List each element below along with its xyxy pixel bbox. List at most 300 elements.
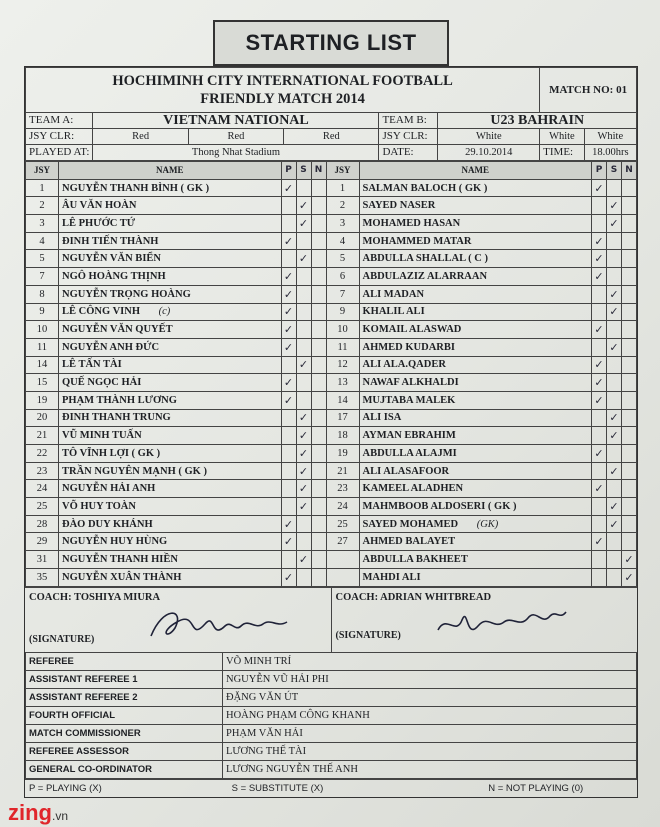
team-b-jsy: [326, 568, 359, 586]
team-b-jersey-label: JSY CLR:: [379, 129, 438, 145]
team-a-n-check: [311, 179, 326, 197]
team-a-jsy: 15: [26, 374, 59, 392]
team-a-s-check: ✓: [296, 215, 311, 233]
team-b-s-check: ✓: [607, 215, 622, 233]
team-b-name-header: NAME: [359, 162, 592, 180]
team-a-n-check: [311, 232, 326, 250]
team-b-player-name: [359, 462, 592, 480]
team-b-jsy-header: JSY: [326, 162, 359, 180]
team-a-player-name: [59, 356, 282, 374]
player-name-text: ABDULLA SHALLAL ( C ): [362, 253, 488, 265]
team-b-s-check: ✓: [607, 515, 622, 533]
team-b-s-check: [607, 374, 622, 392]
team-a-n-check: [311, 462, 326, 480]
event-title-line1: HOCHIMINH CITY INTERNATIONAL FOOTBALL: [112, 73, 453, 89]
player-name-text: SAYED NASER: [362, 200, 436, 212]
team-a-coach-line: [29, 592, 160, 603]
team-b-jsy: 9: [326, 303, 359, 321]
team-b-jsy: 3: [326, 215, 359, 233]
team-b-s-check: ✓: [607, 462, 622, 480]
team-a-s-check: [296, 179, 311, 197]
officials-table: [25, 652, 637, 779]
played-at-label: PLAYED AT:: [26, 145, 93, 161]
team-a-jsy: 35: [26, 568, 59, 586]
team-b-player-name: [359, 197, 592, 215]
team-b-player-name: [359, 250, 592, 268]
table-row: [26, 215, 637, 233]
team-b-n-check: [622, 515, 637, 533]
team-a-jsy: 25: [26, 498, 59, 516]
team-a-player-name: [59, 462, 282, 480]
played-at-value: Thong Nhat Stadium: [93, 145, 379, 161]
team-b-player-name: [359, 303, 592, 321]
team-b-player-name: [359, 391, 592, 409]
table-row: [26, 533, 637, 551]
team-a-p-check: ✓: [281, 374, 296, 392]
team-a-color-2: Red: [188, 129, 283, 145]
team-b-name: U23 BAHRAIN: [438, 113, 637, 129]
team-a-s-check: [296, 303, 311, 321]
team-b-jsy: [326, 551, 359, 569]
team-a-s-check: ✓: [296, 480, 311, 498]
team-a-player-name: [59, 268, 282, 286]
team-b-n-check: [622, 374, 637, 392]
player-note: (GK): [474, 518, 499, 530]
official-role: GENERAL CO-ORDINATOR: [26, 760, 223, 778]
table-row: [26, 232, 637, 250]
team-b-n-check: [622, 445, 637, 463]
team-a-jsy: 22: [26, 445, 59, 463]
player-name-text: ĐÀO DUY KHÁNH: [62, 518, 153, 530]
starting-list-sheet: [24, 66, 638, 798]
team-b-color-1: White: [438, 129, 540, 145]
team-b-player-name: [359, 179, 592, 197]
team-b-n-check: [622, 338, 637, 356]
team-a-p-check: [281, 462, 296, 480]
team-a-s-check: ✓: [296, 409, 311, 427]
team-a-jersey-label: JSY CLR:: [26, 129, 93, 145]
team-b-player-name: [359, 338, 592, 356]
team-a-s-check: ✓: [296, 462, 311, 480]
team-a-p-check: ✓: [281, 515, 296, 533]
team-a-p-check: [281, 250, 296, 268]
team-b-n-check: [622, 197, 637, 215]
team-b-player-name: [359, 498, 592, 516]
team-b-n-check: [622, 250, 637, 268]
team-b-s-check: [607, 551, 622, 569]
player-name-text: ĐINH TIẾN THÀNH: [62, 235, 159, 247]
team-a-p-check: ✓: [281, 179, 296, 197]
team-a-n-check: [311, 480, 326, 498]
team-a-jsy: 8: [26, 285, 59, 303]
team-a-n-check: [311, 303, 326, 321]
team-a-n-check: [311, 498, 326, 516]
player-name-text: TRẦN NGUYÊN MẠNH ( GK ): [62, 465, 207, 477]
team-b-p-check: ✓: [592, 374, 607, 392]
team-a-n-check: [311, 285, 326, 303]
team-a-n-check: [311, 374, 326, 392]
table-row: [26, 197, 637, 215]
team-b-n-check: [622, 215, 637, 233]
team-b-jsy: 12: [326, 356, 359, 374]
time-value: 18.00hrs: [584, 145, 636, 161]
team-b-s-check: ✓: [607, 197, 622, 215]
team-b-p-check: [592, 215, 607, 233]
team-a-jsy: 11: [26, 338, 59, 356]
player-name-text: NGUYỄN XUÂN THÀNH: [62, 571, 182, 583]
team-b-player-name: [359, 427, 592, 445]
zing-logo-brand: zing: [8, 800, 52, 825]
table-row: [26, 445, 637, 463]
team-a-color-1: Red: [93, 129, 188, 145]
team-a-jsy: 20: [26, 409, 59, 427]
team-a-n-check: [311, 215, 326, 233]
team-b-jsy: 23: [326, 480, 359, 498]
team-a-player-name: [59, 321, 282, 339]
team-a-n-check: [311, 568, 326, 586]
team-b-p-check: ✓: [592, 232, 607, 250]
match-header-table: [25, 67, 637, 161]
team-a-jsy: 14: [26, 356, 59, 374]
team-a-n-check: [311, 551, 326, 569]
player-name-text: VÕ HUY TOÀN: [62, 500, 136, 512]
team-a-s-check: [296, 321, 311, 339]
event-title-line2: FRIENDLY MATCH 2014: [200, 91, 365, 107]
official-role: FOURTH OFFICIAL: [26, 706, 223, 724]
team-b-s-check: [607, 391, 622, 409]
player-name-text: MUJTABA MALEK: [362, 394, 456, 406]
team-a-n-check: [311, 250, 326, 268]
team-a-s-check: [296, 533, 311, 551]
team-b-player-name: [359, 321, 592, 339]
team-a-s-check: [296, 568, 311, 586]
team-b-n-check: ✓: [622, 568, 637, 586]
team-a-player-name: [59, 427, 282, 445]
team-b-n-check: [622, 356, 637, 374]
player-name-text: NGUYỄN TRỌNG HOÀNG: [62, 288, 191, 300]
team-b-p-check: [592, 338, 607, 356]
team-b-n-check: [622, 179, 637, 197]
team-b-p-check: [592, 197, 607, 215]
team-a-player-name: [59, 391, 282, 409]
team-a-p-check: [281, 551, 296, 569]
team-a-n-check: [311, 533, 326, 551]
team-b-p-check: [592, 498, 607, 516]
team-a-jsy: 9: [26, 303, 59, 321]
table-row: [26, 551, 637, 569]
player-name-text: ABDULLA BAKHEET: [362, 553, 468, 565]
team-a-n-check: [311, 409, 326, 427]
team-b-jsy: 18: [326, 427, 359, 445]
player-name-text: ALI ALASAFOOR: [362, 465, 450, 477]
table-row: [26, 374, 637, 392]
team-b-s-check: [607, 533, 622, 551]
team-b-s-check: [607, 321, 622, 339]
team-a-color-3: Red: [284, 129, 379, 145]
player-rows: [26, 179, 637, 586]
team-b-p-check: ✓: [592, 480, 607, 498]
team-a-player-name: [59, 498, 282, 516]
team-a-n-check: [311, 356, 326, 374]
team-b-s-check: ✓: [607, 498, 622, 516]
team-a-player-name: [59, 303, 282, 321]
team-b-p-check: [592, 551, 607, 569]
table-row: [26, 179, 637, 197]
team-a-name: VIETNAM NATIONAL: [93, 113, 379, 129]
team-a-p-check: ✓: [281, 321, 296, 339]
team-b-player-name: [359, 445, 592, 463]
official-role: REFEREE: [26, 652, 223, 670]
player-name-text: ĐINH THANH TRUNG: [62, 412, 171, 424]
team-a-p-check: ✓: [281, 391, 296, 409]
team-b-player-name: [359, 215, 592, 233]
team-a-n-check: [311, 515, 326, 533]
team-b-jsy: 19: [326, 445, 359, 463]
team-b-s-check: [607, 356, 622, 374]
team-a-player-name: [59, 409, 282, 427]
team-a-s-check: ✓: [296, 197, 311, 215]
team-b-s-check: [607, 480, 622, 498]
team-a-player-name: [59, 551, 282, 569]
team-a-coach-box: [25, 588, 332, 652]
player-name-text: NGUYỄN HẢI ANH: [62, 483, 156, 495]
coach-section: [25, 587, 637, 652]
match-number: MATCH NO: 01: [540, 68, 637, 113]
team-b-player-name: [359, 480, 592, 498]
team-a-p-check: ✓: [281, 232, 296, 250]
official-role: ASSISTANT REFEREE 1: [26, 670, 223, 688]
team-b-jsy: 27: [326, 533, 359, 551]
official-row: [26, 706, 637, 724]
team-a-jsy: 31: [26, 551, 59, 569]
player-name-text: AHMED BALAYET: [362, 536, 456, 548]
team-a-player-name: [59, 285, 282, 303]
team-b-p-check: ✓: [592, 533, 607, 551]
team-a-p-check: [281, 215, 296, 233]
team-a-player-name: [59, 215, 282, 233]
team-b-p-check: ✓: [592, 391, 607, 409]
player-name-text: NAWAF ALKHALDI: [362, 377, 459, 389]
team-b-label: TEAM B:: [379, 113, 438, 129]
team-a-p-check: [281, 197, 296, 215]
player-name-text: NGUYỄN THANH HIỀN: [62, 553, 178, 565]
table-row: [26, 568, 637, 586]
team-b-jsy: 7: [326, 285, 359, 303]
official-name: LƯƠNG THẾ TÀI: [223, 742, 637, 760]
team-b-p-check: [592, 462, 607, 480]
official-name: ĐẶNG VĂN ÚT: [223, 688, 637, 706]
team-a-p-check: ✓: [281, 268, 296, 286]
team-a-p-check: [281, 480, 296, 498]
official-role: MATCH COMMISSIONER: [26, 724, 223, 742]
table-row: [26, 515, 637, 533]
team-a-p-check: [281, 498, 296, 516]
team-b-coach-label: COACH:: [335, 591, 379, 603]
team-b-s-check: [607, 179, 622, 197]
team-a-p-check: ✓: [281, 533, 296, 551]
team-b-p-check: ✓: [592, 250, 607, 268]
team-b-signature-scribble: [432, 600, 572, 644]
team-a-jsy: 7: [26, 268, 59, 286]
team-b-jsy: 13: [326, 374, 359, 392]
team-a-player-name: [59, 250, 282, 268]
official-role: REFEREE ASSESSOR: [26, 742, 223, 760]
team-b-color-2: White: [540, 129, 584, 145]
team-b-n-check: [622, 285, 637, 303]
team-a-s-check: ✓: [296, 551, 311, 569]
table-row: [26, 250, 637, 268]
official-name: PHẠM VĂN HẢI: [223, 724, 637, 742]
team-b-n-check: [622, 480, 637, 498]
team-b-n-check: [622, 427, 637, 445]
player-name-text: AHMED KUDARBI: [362, 341, 455, 353]
team-a-jsy: 19: [26, 391, 59, 409]
official-row: [26, 688, 637, 706]
team-b-s-check: [607, 568, 622, 586]
team-b-n-check: [622, 409, 637, 427]
player-name-text: NGUYỄN VĂN QUYẾT: [62, 324, 173, 336]
team-b-s-check: ✓: [607, 409, 622, 427]
zing-logo-suffix: .vn: [52, 809, 69, 823]
player-name-text: LÊ TẤN TÀI: [62, 359, 122, 371]
player-name-text: TÔ VĨNH LỢI ( GK ): [62, 447, 161, 459]
team-a-s-check: [296, 285, 311, 303]
team-a-s-check: [296, 268, 311, 286]
team-a-s-check: [296, 515, 311, 533]
team-a-n-check: [311, 197, 326, 215]
legend-not-playing: N = NOT PLAYING (0): [488, 782, 584, 794]
official-row: [26, 670, 637, 688]
official-row: [26, 760, 637, 778]
table-row: [26, 427, 637, 445]
players-table: [25, 161, 637, 587]
team-b-n-check: [622, 498, 637, 516]
team-b-jsy: 24: [326, 498, 359, 516]
team-b-p-check: ✓: [592, 321, 607, 339]
team-b-p-check: [592, 285, 607, 303]
team-a-coach-label: COACH:: [29, 591, 72, 603]
zing-logo: [8, 800, 68, 826]
team-b-s-check: ✓: [607, 338, 622, 356]
official-name: HOÀNG PHẠM CÔNG KHANH: [223, 706, 637, 724]
team-b-signature-label: (SIGNATURE): [335, 629, 401, 641]
team-b-jsy: 21: [326, 462, 359, 480]
team-a-signature-scribble: [145, 602, 295, 646]
table-row: [26, 285, 637, 303]
team-b-player-name: [359, 533, 592, 551]
player-name-text: ALI ALA.QADER: [362, 359, 446, 371]
table-row: [26, 321, 637, 339]
team-a-player-name: [59, 515, 282, 533]
team-a-s-check: ✓: [296, 250, 311, 268]
table-row: [26, 356, 637, 374]
player-name-text: ALI ISA: [362, 412, 402, 424]
team-a-s-check: [296, 338, 311, 356]
player-name-text: MOHAMED HASAN: [362, 217, 461, 229]
player-name-text: NGUYỄN ANH ĐỨC: [62, 341, 160, 353]
player-note: (c): [156, 306, 171, 318]
table-row: [26, 303, 637, 321]
page-title: STARTING LIST: [213, 20, 449, 66]
team-b-player-name: [359, 515, 592, 533]
team-a-player-name: [59, 374, 282, 392]
team-b-jsy: 4: [326, 232, 359, 250]
team-b-color-3: White: [584, 129, 636, 145]
player-name-text: NGÔ HOÀNG THỊNH: [62, 270, 166, 282]
team-a-player-name: [59, 179, 282, 197]
team-a-player-name: [59, 338, 282, 356]
team-a-p-check: [281, 356, 296, 374]
team-a-signature-label: (SIGNATURE): [29, 633, 95, 645]
team-a-jsy: 23: [26, 462, 59, 480]
time-label: TIME:: [540, 145, 584, 161]
team-a-s-check: [296, 374, 311, 392]
team-a-jsy: 1: [26, 179, 59, 197]
team-b-n-check: [622, 268, 637, 286]
table-row: [26, 338, 637, 356]
team-a-p-check: ✓: [281, 338, 296, 356]
team-b-s-check: ✓: [607, 285, 622, 303]
player-name-text: NGUYỄN VĂN BIỂN: [62, 253, 161, 265]
official-row: [26, 742, 637, 760]
team-b-jsy: 10: [326, 321, 359, 339]
table-row: [26, 480, 637, 498]
team-b-player-name: [359, 374, 592, 392]
player-name-text: LÊ PHƯỚC TỨ: [62, 217, 136, 229]
player-name-text: KOMAIL ALASWAD: [362, 324, 462, 336]
team-a-player-name: [59, 480, 282, 498]
team-a-player-name: [59, 197, 282, 215]
team-a-n-check: [311, 338, 326, 356]
team-b-player-name: [359, 232, 592, 250]
team-b-s-header: S: [607, 162, 622, 180]
team-a-signature: [145, 602, 295, 654]
team-b-p-check: ✓: [592, 179, 607, 197]
team-b-player-name: [359, 409, 592, 427]
team-a-n-check: [311, 321, 326, 339]
date-value: 29.10.2014: [438, 145, 540, 161]
player-name-text: MAHDI ALI: [362, 571, 421, 583]
team-a-p-header: P: [281, 162, 296, 180]
player-name-text: SALMAN BALOCH ( GK ): [362, 182, 488, 194]
team-a-n-header: N: [311, 162, 326, 180]
legend-row: [25, 779, 637, 797]
team-b-player-name: [359, 356, 592, 374]
player-name-text: PHẠM THÀNH LƯƠNG: [62, 394, 177, 406]
team-a-p-check: ✓: [281, 285, 296, 303]
team-b-s-check: [607, 445, 622, 463]
team-a-s-check: ✓: [296, 498, 311, 516]
team-a-p-check: ✓: [281, 303, 296, 321]
team-a-s-check: ✓: [296, 427, 311, 445]
team-a-jsy: 29: [26, 533, 59, 551]
official-name: LƯƠNG NGUYỄN THẾ ANH: [223, 760, 637, 778]
team-a-p-check: [281, 427, 296, 445]
player-name-text: KHALIL ALI: [362, 306, 425, 318]
player-name-text: MAHMBOOB ALDOSERI ( GK ): [362, 500, 517, 512]
team-b-p-check: ✓: [592, 356, 607, 374]
team-b-p-check: [592, 409, 607, 427]
team-a-n-check: [311, 268, 326, 286]
team-a-p-check: ✓: [281, 568, 296, 586]
team-a-n-check: [311, 391, 326, 409]
team-a-jsy: 2: [26, 197, 59, 215]
team-a-jsy: 4: [26, 232, 59, 250]
player-name-text: ÂU VĂN HOÀN: [62, 200, 137, 212]
table-row: [26, 498, 637, 516]
table-row: [26, 268, 637, 286]
legend-playing: P = PLAYING (X): [29, 782, 102, 794]
